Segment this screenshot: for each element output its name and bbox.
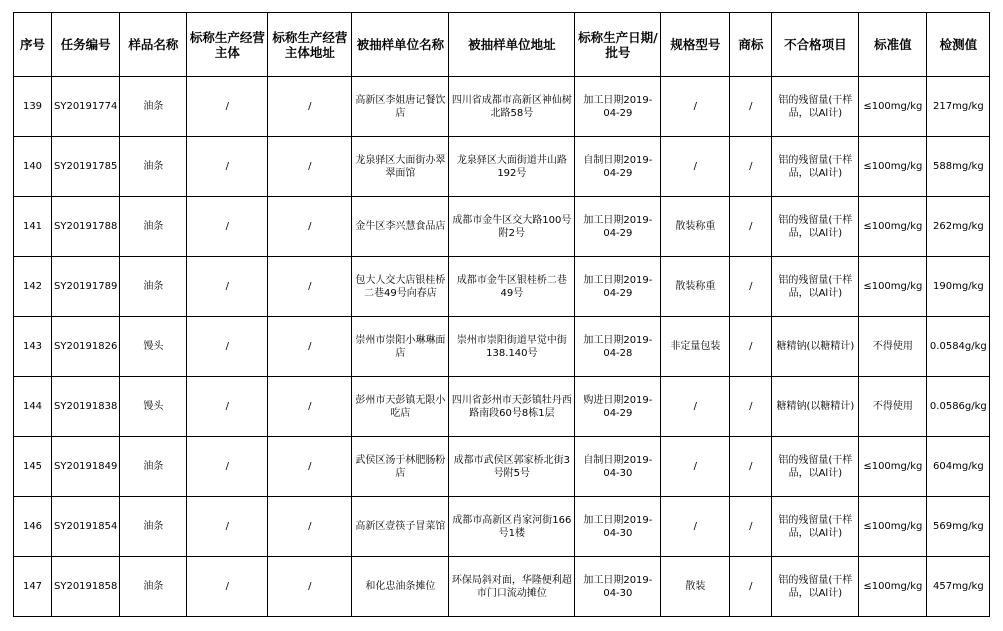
table-cell: / bbox=[187, 557, 268, 617]
table-cell: SY20191788 bbox=[52, 197, 120, 257]
table-cell: 145 bbox=[14, 437, 52, 497]
table-cell: / bbox=[730, 377, 772, 437]
table-cell: 散装称重 bbox=[661, 257, 730, 317]
table-cell: 铝的残留量(干样品，以Al计) bbox=[772, 77, 859, 137]
table-cell: / bbox=[730, 317, 772, 377]
table-cell: 崇州市崇阳小琳琳面店 bbox=[352, 317, 449, 377]
table-row bbox=[14, 137, 990, 197]
table-cell: / bbox=[268, 137, 352, 197]
table-cell: / bbox=[187, 257, 268, 317]
table-cell: 成都市金牛区交大路100号附2号 bbox=[449, 197, 575, 257]
table-cell: 自制日期2019-04-30 bbox=[575, 437, 661, 497]
table-cell: 金牛区李兴慧食品店 bbox=[352, 197, 449, 257]
table-cell: 加工日期2019-04-30 bbox=[575, 557, 661, 617]
table-cell: / bbox=[661, 77, 730, 137]
table-cell: 0.0586g/kg bbox=[927, 377, 990, 437]
header-cell: 被抽样单位名称 bbox=[352, 13, 449, 77]
table-cell: / bbox=[730, 77, 772, 137]
table-body bbox=[14, 77, 990, 617]
table-cell: / bbox=[268, 377, 352, 437]
table-cell: 馒头 bbox=[120, 377, 187, 437]
table-cell: 加工日期2019-04-30 bbox=[575, 497, 661, 557]
header-cell: 被抽样单位地址 bbox=[449, 13, 575, 77]
table-cell: / bbox=[268, 497, 352, 557]
table-cell: 油条 bbox=[120, 197, 187, 257]
table-cell: ≤100mg/kg bbox=[859, 197, 927, 257]
table-cell: 油条 bbox=[120, 137, 187, 197]
table-cell: 146 bbox=[14, 497, 52, 557]
table-cell: / bbox=[661, 437, 730, 497]
table-cell: / bbox=[187, 197, 268, 257]
table-cell: 不得使用 bbox=[859, 317, 927, 377]
inspection-results-table bbox=[13, 12, 990, 617]
table-cell: / bbox=[268, 557, 352, 617]
table-cell: / bbox=[730, 497, 772, 557]
table-cell: SY20191789 bbox=[52, 257, 120, 317]
header-cell: 序号 bbox=[14, 13, 52, 77]
table-row bbox=[14, 317, 990, 377]
table-cell: / bbox=[268, 317, 352, 377]
table-cell: 四川省成都市高新区神仙树北路58号 bbox=[449, 77, 575, 137]
table-cell: 铝的残留量(干样品，以Al计) bbox=[772, 197, 859, 257]
header-cell: 不合格项目 bbox=[772, 13, 859, 77]
table-cell: 武侯区汤于林肥肠粉店 bbox=[352, 437, 449, 497]
table-cell: 铝的残留量(干样品，以Al计) bbox=[772, 437, 859, 497]
table-row bbox=[14, 557, 990, 617]
table-cell: 馒头 bbox=[120, 317, 187, 377]
table-cell: / bbox=[268, 77, 352, 137]
table-cell: / bbox=[661, 137, 730, 197]
header-cell: 规格型号 bbox=[661, 13, 730, 77]
table-cell: / bbox=[730, 257, 772, 317]
header-row bbox=[14, 13, 990, 77]
table-cell: / bbox=[187, 437, 268, 497]
table-cell: 自制日期2019-04-29 bbox=[575, 137, 661, 197]
table-cell: 铝的残留量(干样品，以Al计) bbox=[772, 257, 859, 317]
table-cell: / bbox=[187, 497, 268, 557]
header-cell: 标称生产经营主体 bbox=[187, 13, 268, 77]
table-row bbox=[14, 437, 990, 497]
table-cell: ≤100mg/kg bbox=[859, 137, 927, 197]
table-cell: 龙泉驿区大面街道井山路192号 bbox=[449, 137, 575, 197]
table-cell: ≤100mg/kg bbox=[859, 257, 927, 317]
table-cell: 成都市武侯区郭家桥北街3号附5号 bbox=[449, 437, 575, 497]
table-cell: 139 bbox=[14, 77, 52, 137]
table-cell: SY20191826 bbox=[52, 317, 120, 377]
table-cell: 崇州市崇阳街道早觉中街138.140号 bbox=[449, 317, 575, 377]
header-cell: 检测值 bbox=[927, 13, 990, 77]
table-cell: / bbox=[730, 197, 772, 257]
table-cell: SY20191774 bbox=[52, 77, 120, 137]
table-row bbox=[14, 377, 990, 437]
table-cell: 190mg/kg bbox=[927, 257, 990, 317]
table-cell: / bbox=[187, 377, 268, 437]
table-cell: / bbox=[187, 317, 268, 377]
table-cell: / bbox=[730, 437, 772, 497]
table-cell: 龙泉驿区大面街办翠翠面馆 bbox=[352, 137, 449, 197]
table-row bbox=[14, 77, 990, 137]
table-cell: / bbox=[187, 137, 268, 197]
table-cell: 散装称重 bbox=[661, 197, 730, 257]
table-cell: 油条 bbox=[120, 437, 187, 497]
table-cell: ≤100mg/kg bbox=[859, 497, 927, 557]
table-cell: / bbox=[661, 377, 730, 437]
table-cell: 四川省彭州市天彭镇牡丹西路南段60号8栋1层 bbox=[449, 377, 575, 437]
table-cell: / bbox=[661, 497, 730, 557]
table-cell: 成都市金牛区银桂桥二巷49号 bbox=[449, 257, 575, 317]
table-cell: 588mg/kg bbox=[927, 137, 990, 197]
header-cell: 标称生产经营主体地址 bbox=[268, 13, 352, 77]
table-cell: / bbox=[268, 197, 352, 257]
table-cell: 铝的残留量(干样品，以Al计) bbox=[772, 497, 859, 557]
table-row bbox=[14, 497, 990, 557]
table-cell: 加工日期2019-04-29 bbox=[575, 77, 661, 137]
table-cell: 散装 bbox=[661, 557, 730, 617]
table-cell: 262mg/kg bbox=[927, 197, 990, 257]
table-cell: 铝的残留量(干样品，以Al计) bbox=[772, 557, 859, 617]
table-cell: 油条 bbox=[120, 257, 187, 317]
table-cell: 糖精钠(以糖精计) bbox=[772, 377, 859, 437]
table-cell: 不得使用 bbox=[859, 377, 927, 437]
header-cell: 标称生产日期/批号 bbox=[575, 13, 661, 77]
table-cell: 加工日期2019-04-29 bbox=[575, 257, 661, 317]
table-cell: 糖精钠(以糖精计) bbox=[772, 317, 859, 377]
header-cell: 商标 bbox=[730, 13, 772, 77]
table-row bbox=[14, 197, 990, 257]
table-cell: 油条 bbox=[120, 497, 187, 557]
table-cell: SY20191849 bbox=[52, 437, 120, 497]
table-cell: SY20191838 bbox=[52, 377, 120, 437]
table-cell: 141 bbox=[14, 197, 52, 257]
table-cell: 217mg/kg bbox=[927, 77, 990, 137]
table-cell: / bbox=[730, 137, 772, 197]
table-cell: 569mg/kg bbox=[927, 497, 990, 557]
table-cell: 成都市高新区肖家河街166号1楼 bbox=[449, 497, 575, 557]
table-cell: 环保局斜对面，华隆便利超市门口流动摊位 bbox=[449, 557, 575, 617]
table-cell: 140 bbox=[14, 137, 52, 197]
table-cell: 高新区壹筷子冒菜馆 bbox=[352, 497, 449, 557]
table-cell: SY20191858 bbox=[52, 557, 120, 617]
table-cell: 铝的残留量(干样品，以Al计) bbox=[772, 137, 859, 197]
table-cell: 非定量包装 bbox=[661, 317, 730, 377]
table-cell: 0.0584g/kg bbox=[927, 317, 990, 377]
table-cell: 包大人交大店银桂桥二巷49号向春店 bbox=[352, 257, 449, 317]
table-cell: / bbox=[268, 257, 352, 317]
table-cell: 加工日期2019-04-28 bbox=[575, 317, 661, 377]
table-cell: ≤100mg/kg bbox=[859, 557, 927, 617]
table-cell: ≤100mg/kg bbox=[859, 77, 927, 137]
table-cell: 彭州市天彭镇无限小吃店 bbox=[352, 377, 449, 437]
table-cell: ≤100mg/kg bbox=[859, 437, 927, 497]
table-cell: 购进日期2019-04-29 bbox=[575, 377, 661, 437]
table-cell: 147 bbox=[14, 557, 52, 617]
table-cell: SY20191854 bbox=[52, 497, 120, 557]
header-cell: 任务编号 bbox=[52, 13, 120, 77]
table-cell: 加工日期2019-04-29 bbox=[575, 197, 661, 257]
table-cell: / bbox=[730, 557, 772, 617]
table-cell: / bbox=[268, 437, 352, 497]
header-cell: 样品名称 bbox=[120, 13, 187, 77]
table-cell: 144 bbox=[14, 377, 52, 437]
table-cell: 油条 bbox=[120, 77, 187, 137]
table-cell: 457mg/kg bbox=[927, 557, 990, 617]
table-cell: SY20191785 bbox=[52, 137, 120, 197]
table-cell: 604mg/kg bbox=[927, 437, 990, 497]
table-cell: 油条 bbox=[120, 557, 187, 617]
table-cell: 142 bbox=[14, 257, 52, 317]
table-cell: 和化忠油条摊位 bbox=[352, 557, 449, 617]
table-row bbox=[14, 257, 990, 317]
table-cell: 高新区李姐唐记餐饮店 bbox=[352, 77, 449, 137]
header-cell: 标准值 bbox=[859, 13, 927, 77]
table-cell: / bbox=[187, 77, 268, 137]
table-cell: 143 bbox=[14, 317, 52, 377]
